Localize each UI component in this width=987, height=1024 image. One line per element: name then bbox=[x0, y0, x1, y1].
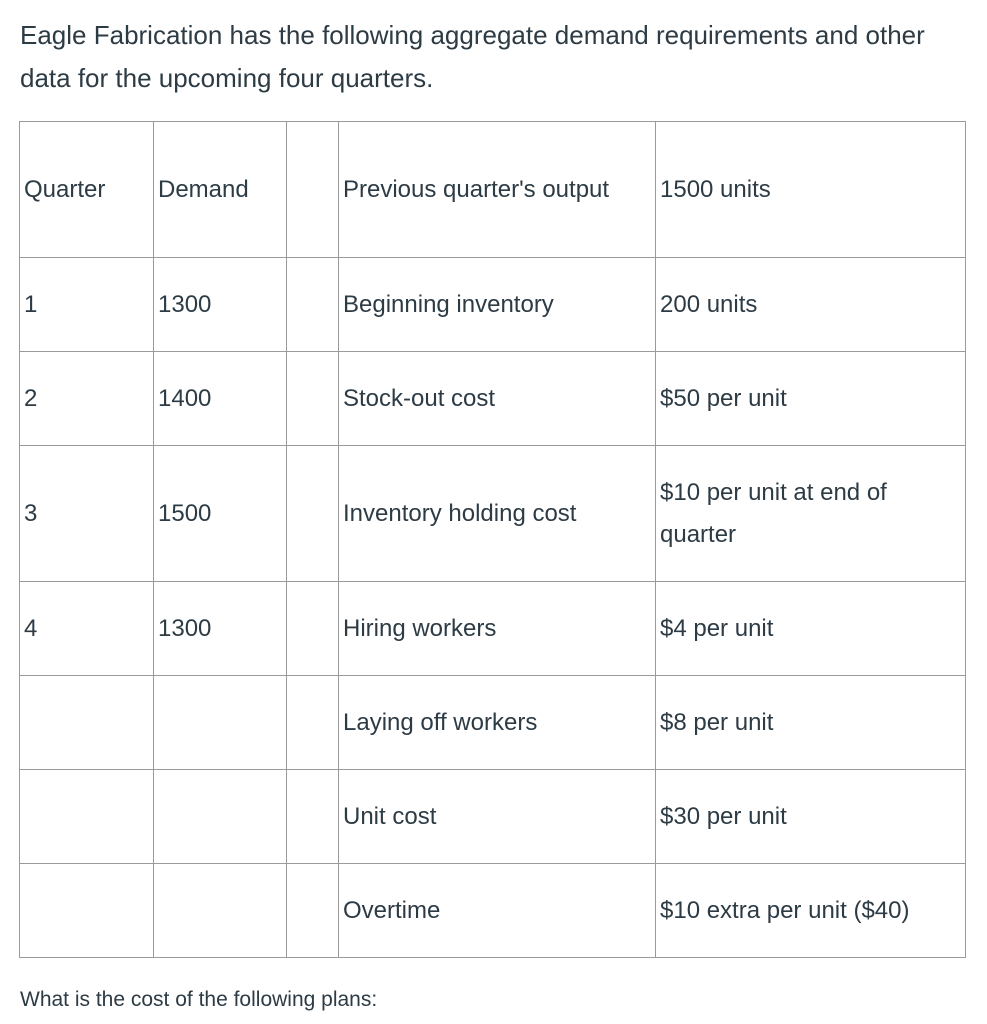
table-cell bbox=[154, 770, 287, 864]
table-cell: Laying off workers bbox=[339, 676, 656, 770]
table-cell bbox=[20, 676, 154, 770]
table-cell: Beginning inventory bbox=[339, 258, 656, 352]
table-row bbox=[20, 582, 966, 676]
table-cell: $30 per unit bbox=[656, 770, 966, 864]
table-cell bbox=[154, 676, 287, 770]
table-cell: 2 bbox=[20, 352, 154, 446]
table-cell bbox=[287, 582, 339, 676]
table-row bbox=[20, 864, 966, 958]
table-row bbox=[20, 258, 966, 352]
table-cell: 1300 bbox=[154, 582, 287, 676]
table-cell: 1500 bbox=[154, 446, 287, 582]
table-cell bbox=[20, 770, 154, 864]
table-cell bbox=[287, 258, 339, 352]
table-cell bbox=[20, 864, 154, 958]
data-table bbox=[19, 121, 966, 958]
table-row bbox=[20, 676, 966, 770]
question-prompt: What is the cost of the following plans: bbox=[20, 988, 378, 1011]
table-cell: $4 per unit bbox=[656, 582, 966, 676]
table-row bbox=[20, 446, 966, 582]
table-cell bbox=[287, 122, 339, 258]
table-cell: Hiring workers bbox=[339, 582, 656, 676]
table-cell: $8 per unit bbox=[656, 676, 966, 770]
table-cell: Quarter bbox=[20, 122, 154, 258]
table-cell: Overtime bbox=[339, 864, 656, 958]
table-cell bbox=[287, 676, 339, 770]
table-cell: Unit cost bbox=[339, 770, 656, 864]
table-cell bbox=[287, 864, 339, 958]
table-cell: 1400 bbox=[154, 352, 287, 446]
table-row bbox=[20, 352, 966, 446]
table-cell: Inventory holding cost bbox=[339, 446, 656, 582]
table-cell bbox=[154, 864, 287, 958]
table-cell: $10 extra per unit ($40) bbox=[656, 864, 966, 958]
table-cell: $10 per unit at end of quarter bbox=[656, 446, 966, 582]
intro-paragraph: Eagle Fabrication has the following aggregate demand requirements and other data for the upcoming four quarters. bbox=[20, 20, 925, 93]
table-cell: Demand bbox=[154, 122, 287, 258]
table-cell: 1 bbox=[20, 258, 154, 352]
table-cell: $50 per unit bbox=[656, 352, 966, 446]
table-cell: Previous quarter's output bbox=[339, 122, 656, 258]
table-cell: 3 bbox=[20, 446, 154, 582]
table-cell: 200 units bbox=[656, 258, 966, 352]
table-cell bbox=[287, 446, 339, 582]
table-row bbox=[20, 122, 966, 258]
table-cell bbox=[287, 352, 339, 446]
table-cell: 1300 bbox=[154, 258, 287, 352]
table-row bbox=[20, 770, 966, 864]
table-cell: Stock-out cost bbox=[339, 352, 656, 446]
table-cell: 1500 units bbox=[656, 122, 966, 258]
table-cell: 4 bbox=[20, 582, 154, 676]
table-cell bbox=[287, 770, 339, 864]
